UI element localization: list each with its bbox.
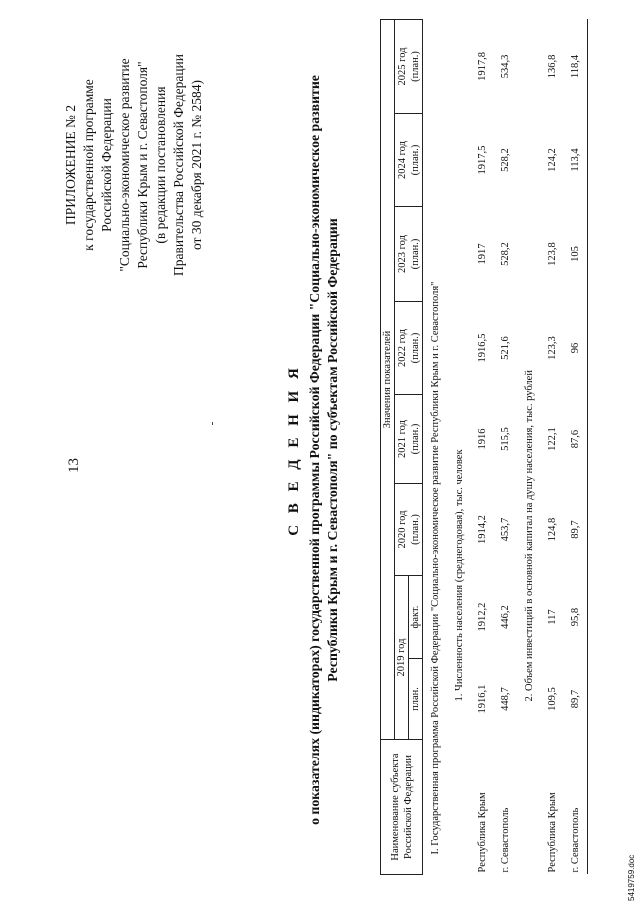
appendix-line: к государственной программе xyxy=(81,79,96,251)
appendix-line: "Социально-экономическое развитие xyxy=(117,58,132,272)
document-heading xyxy=(282,15,342,885)
year-column-header: 2022 год (план.) xyxy=(395,302,423,395)
value-cell: 87,6 xyxy=(564,395,588,484)
value-cell: 453,7 xyxy=(500,517,511,542)
value-cell: 122,1 xyxy=(547,427,558,451)
plan-subheader: план. xyxy=(409,659,423,740)
appendix-line: (в редакции постановления xyxy=(153,86,168,244)
value-cell: 136,8 xyxy=(547,54,558,79)
value-cell: 1917,8 xyxy=(477,52,488,81)
appendix-line: Правительства Российской Федерации xyxy=(171,54,186,276)
value-cell: 124,2 xyxy=(547,148,558,172)
subject-name: г. Севастополь xyxy=(500,807,511,873)
value-cell: 96 xyxy=(564,302,588,395)
appendix-line: Республики Крым и г. Севастополя" xyxy=(135,61,150,269)
value-cell: 109,5 xyxy=(547,687,558,711)
value-cell: 528,2 xyxy=(500,148,511,172)
year-column-header: 2020 год (план.) xyxy=(395,484,423,576)
appendix-line: от 30 декабря 2021 г. № 2584) xyxy=(189,79,204,251)
value-cell: 113,4 xyxy=(564,114,588,207)
year-2019-header: 2019 год xyxy=(395,576,409,740)
value-cell: 89,7 xyxy=(564,659,588,740)
year-column-header: 2024 год (план.) xyxy=(395,114,423,207)
subject-name: г. Севастополь xyxy=(564,740,588,875)
table-row xyxy=(494,19,517,874)
table-row xyxy=(564,19,588,874)
value-cell: 1916 xyxy=(477,428,488,450)
value-cell: 95,8 xyxy=(564,576,588,659)
indicator-title: 1. Численность населения (среднегодовая), тыс. человек xyxy=(453,449,465,702)
value-cell: 515,5 xyxy=(500,427,511,451)
appendix-block xyxy=(62,15,206,315)
year-column-header: 2025 год (план.) xyxy=(395,19,423,113)
value-cell: 446,2 xyxy=(500,605,511,629)
appendix-line: ПРИЛОЖЕНИЕ № 2 xyxy=(63,104,78,226)
value-cell: 534,3 xyxy=(500,54,511,79)
value-cell: 117 xyxy=(547,609,558,625)
appendix-line: Российской Федерации xyxy=(99,98,114,232)
fact-subheader: факт. xyxy=(409,576,423,659)
value-cell: 448,7 xyxy=(500,687,511,711)
page-number: 13 xyxy=(66,458,82,473)
value-cell: 1916,5 xyxy=(477,333,488,363)
document-subtitle-line: Республики Крым и г. Севастополя" по субъектам Российской Федерации xyxy=(325,218,340,682)
values-group-header: Значения показателей xyxy=(381,19,395,739)
document-code: 5419759.doc xyxy=(627,854,636,901)
value-cell: 1912,2 xyxy=(477,602,488,632)
indicators-table xyxy=(380,19,588,875)
document-title: С В Е Д Е Н И Я xyxy=(286,364,302,536)
value-cell: 123,3 xyxy=(547,336,558,360)
section-title: I. Государственная программа Российской Федерации "Социально-экономическое развитие Республики Крым и г. Севастополя" xyxy=(429,281,441,855)
indicator-title: 2. Объем инвестиций в основной капитал на душу населения, тыс. рублей xyxy=(523,370,535,702)
value-cell: 124,8 xyxy=(547,517,558,542)
value-cell: 1917,5 xyxy=(477,145,488,175)
table-row xyxy=(541,19,564,874)
value-cell: 105 xyxy=(564,207,588,302)
value-cell: 89,7 xyxy=(564,484,588,576)
value-cell: 123,8 xyxy=(547,242,558,266)
value-cell: 528,2 xyxy=(500,242,511,266)
subject-name: Республика Крым xyxy=(547,792,558,873)
year-column-header: 2023 год (план.) xyxy=(395,207,423,302)
document-subtitle-line: о показателях (индикаторах) государственной программы Российской Федерации "Социально-экономическое развитие xyxy=(307,75,322,825)
subject-column-header: Наименование субъекта Российской Федерации xyxy=(381,740,423,875)
dash-mark xyxy=(212,422,213,425)
value-cell: 1917 xyxy=(477,243,488,265)
year-column-header: 2021 год (план.) xyxy=(395,395,423,484)
value-cell: 1914,2 xyxy=(477,515,488,544)
table-row xyxy=(471,19,494,874)
value-cell: 521,6 xyxy=(500,336,511,360)
subject-name: Республика Крым xyxy=(477,792,488,873)
value-cell: 118,4 xyxy=(564,19,588,113)
value-cell: 1916,1 xyxy=(477,684,488,714)
